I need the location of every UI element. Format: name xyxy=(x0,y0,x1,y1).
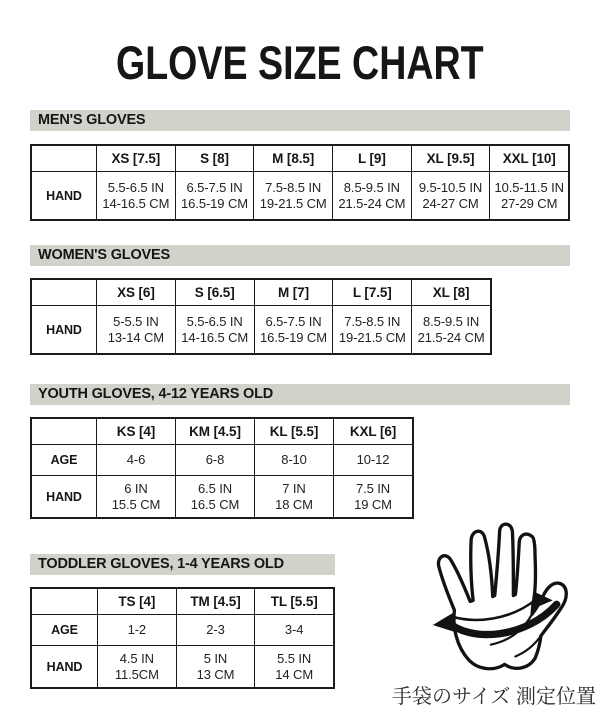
hand-cm: 19-21.5 CM xyxy=(259,195,327,211)
size-header-cell: M [8.5] xyxy=(253,146,332,171)
size-header-cell: L [7.5] xyxy=(332,280,411,305)
hand-row xyxy=(32,305,490,353)
hand-cell xyxy=(411,172,490,219)
hand-cell xyxy=(254,306,333,353)
hand-inches: 6.5 IN xyxy=(197,480,233,496)
size-header-cell: XL [9.5] xyxy=(411,146,490,171)
size-header-cell: TS [4] xyxy=(97,589,176,614)
hand-inches: 6 IN xyxy=(124,480,148,496)
size-header-cell: L [9] xyxy=(332,146,411,171)
hand-row-label: HAND xyxy=(46,659,83,674)
table-header-row xyxy=(32,589,333,614)
size-header-cell: XL [8] xyxy=(411,280,490,305)
table-header-row xyxy=(32,419,412,444)
hand-cm: 24-27 CM xyxy=(422,195,479,211)
hand-cm: 13 CM xyxy=(196,666,235,682)
age-cell: 8-10 xyxy=(254,445,333,475)
hand-cm: 21.5-24 CM xyxy=(417,329,485,345)
hand-inches: 5.5-6.5 IN xyxy=(107,179,164,195)
age-row-label: AGE xyxy=(50,453,78,467)
size-header-cell: KXL [6] xyxy=(333,419,412,444)
age-cell: 2-3 xyxy=(176,615,255,645)
size-header-cell: XS [7.5] xyxy=(96,146,175,171)
hand-inches: 4.5 IN xyxy=(119,650,154,666)
age-row-label: AGE xyxy=(51,623,78,637)
hand-cm: 27-29 CM xyxy=(501,195,558,211)
hand-row xyxy=(32,171,568,219)
hand-cell xyxy=(332,172,411,219)
size-header-cell: M [7] xyxy=(254,280,333,305)
hand-cm: 16.5-19 CM xyxy=(260,329,327,345)
hand-cell xyxy=(96,476,175,517)
hand-cm: 19-21.5 CM xyxy=(338,329,406,345)
hand-cm: 14 CM xyxy=(275,666,314,682)
section-header-toddler: TODDLER GLOVES, 1-4 YEARS OLD xyxy=(30,554,335,575)
hand-cell xyxy=(253,172,332,219)
hand-cell xyxy=(96,172,175,219)
hand-inches: 6.5-7.5 IN xyxy=(186,179,243,195)
section-header-youth: YOUTH GLOVES, 4-12 YEARS OLD xyxy=(30,384,570,405)
page-title-text: GLOVE SIZE CHART xyxy=(116,36,484,89)
hand-cm: 13-14 CM xyxy=(107,329,165,345)
section-header-womens: WOMEN'S GLOVES xyxy=(30,245,570,266)
hand-inches: 10.5-11.5 IN xyxy=(494,179,564,195)
hand-inches: 9.5-10.5 IN xyxy=(418,179,483,195)
section-header-mens: MEN'S GLOVES xyxy=(30,110,570,131)
measurement-caption: 手袋のサイズ 測定位置 xyxy=(392,686,596,708)
hand-row-label: HAND xyxy=(46,489,82,504)
age-cell: 10-12 xyxy=(333,445,412,475)
hand-cell xyxy=(333,476,412,517)
hand-row xyxy=(32,645,333,687)
age-cell: 6-8 xyxy=(175,445,254,475)
hand-cell xyxy=(411,306,490,353)
hand-inches: 5-5.5 IN xyxy=(113,313,159,329)
size-header-cell: KL [5.5] xyxy=(254,419,333,444)
table-header-row xyxy=(32,280,490,305)
hand-cm: 21.5-24 CM xyxy=(338,195,406,211)
hand-row-label: HAND xyxy=(46,188,82,203)
hand-cm: 11.5CM xyxy=(114,666,159,682)
hand-cm: 16.5-19 CM xyxy=(181,195,248,211)
table-header-row xyxy=(32,146,568,171)
hand-cm: 18 CM xyxy=(275,496,313,512)
age-cell: 1-2 xyxy=(97,615,176,645)
corner-cell xyxy=(32,589,97,614)
hand-inches: 5 IN xyxy=(203,650,228,666)
age-cell: 4-6 xyxy=(96,445,175,475)
hand-cell xyxy=(332,306,411,353)
hand-inches: 5.5-6.5 IN xyxy=(186,313,243,329)
hand-row xyxy=(32,475,412,517)
hand-cm: 14-16.5 CM xyxy=(181,329,249,345)
size-header-cell: KM [4.5] xyxy=(175,419,254,444)
hand-inches: 8.5-9.5 IN xyxy=(423,313,480,329)
hand-cell xyxy=(175,306,254,353)
toddler-size-table xyxy=(30,587,335,689)
size-header-cell: S [6.5] xyxy=(175,280,254,305)
hand-inches: 7.5-8.5 IN xyxy=(265,179,322,195)
hand-inches: 5.5 IN xyxy=(277,650,312,666)
mens-size-table xyxy=(30,144,570,221)
corner-cell xyxy=(32,280,96,305)
womens-size-table xyxy=(30,278,492,355)
hand-cell xyxy=(175,172,254,219)
age-row xyxy=(32,444,412,475)
hand-cell xyxy=(254,476,333,517)
youth-size-table xyxy=(30,417,414,519)
hand-cm: 14-16.5 CM xyxy=(102,195,170,211)
size-header-cell: XS [6] xyxy=(96,280,175,305)
page-title xyxy=(0,36,600,90)
hand-cell xyxy=(97,646,176,687)
age-cell: 3-4 xyxy=(254,615,333,645)
corner-cell xyxy=(32,146,96,171)
hand-circumference-icon xyxy=(420,510,595,682)
size-header-cell: S [8] xyxy=(175,146,254,171)
hand-cell xyxy=(176,646,255,687)
hand-inches: 7.5-8.5 IN xyxy=(344,313,401,329)
size-header-cell: KS [4] xyxy=(96,419,175,444)
hand-cell xyxy=(96,306,175,353)
hand-cell xyxy=(254,646,333,687)
age-row xyxy=(32,614,333,645)
hand-cell xyxy=(489,172,568,219)
size-header-cell: TM [4.5] xyxy=(176,589,255,614)
arrowhead-left xyxy=(433,613,455,632)
size-header-cell: TL [5.5] xyxy=(254,589,333,614)
hand-row-label: HAND xyxy=(46,322,82,337)
hand-cm: 16.5 CM xyxy=(190,496,240,512)
hand-inches: 8.5-9.5 IN xyxy=(343,179,400,195)
hand-inches: 7.5 IN xyxy=(355,480,391,496)
hand-cell xyxy=(175,476,254,517)
corner-cell xyxy=(32,419,96,444)
size-header-cell: XXL [10] xyxy=(489,146,568,171)
hand-inches: 6.5-7.5 IN xyxy=(265,313,322,329)
hand-cm: 15.5 CM xyxy=(111,496,161,512)
hand-inches: 7 IN xyxy=(282,480,306,496)
hand-cm: 19 CM xyxy=(354,496,392,512)
